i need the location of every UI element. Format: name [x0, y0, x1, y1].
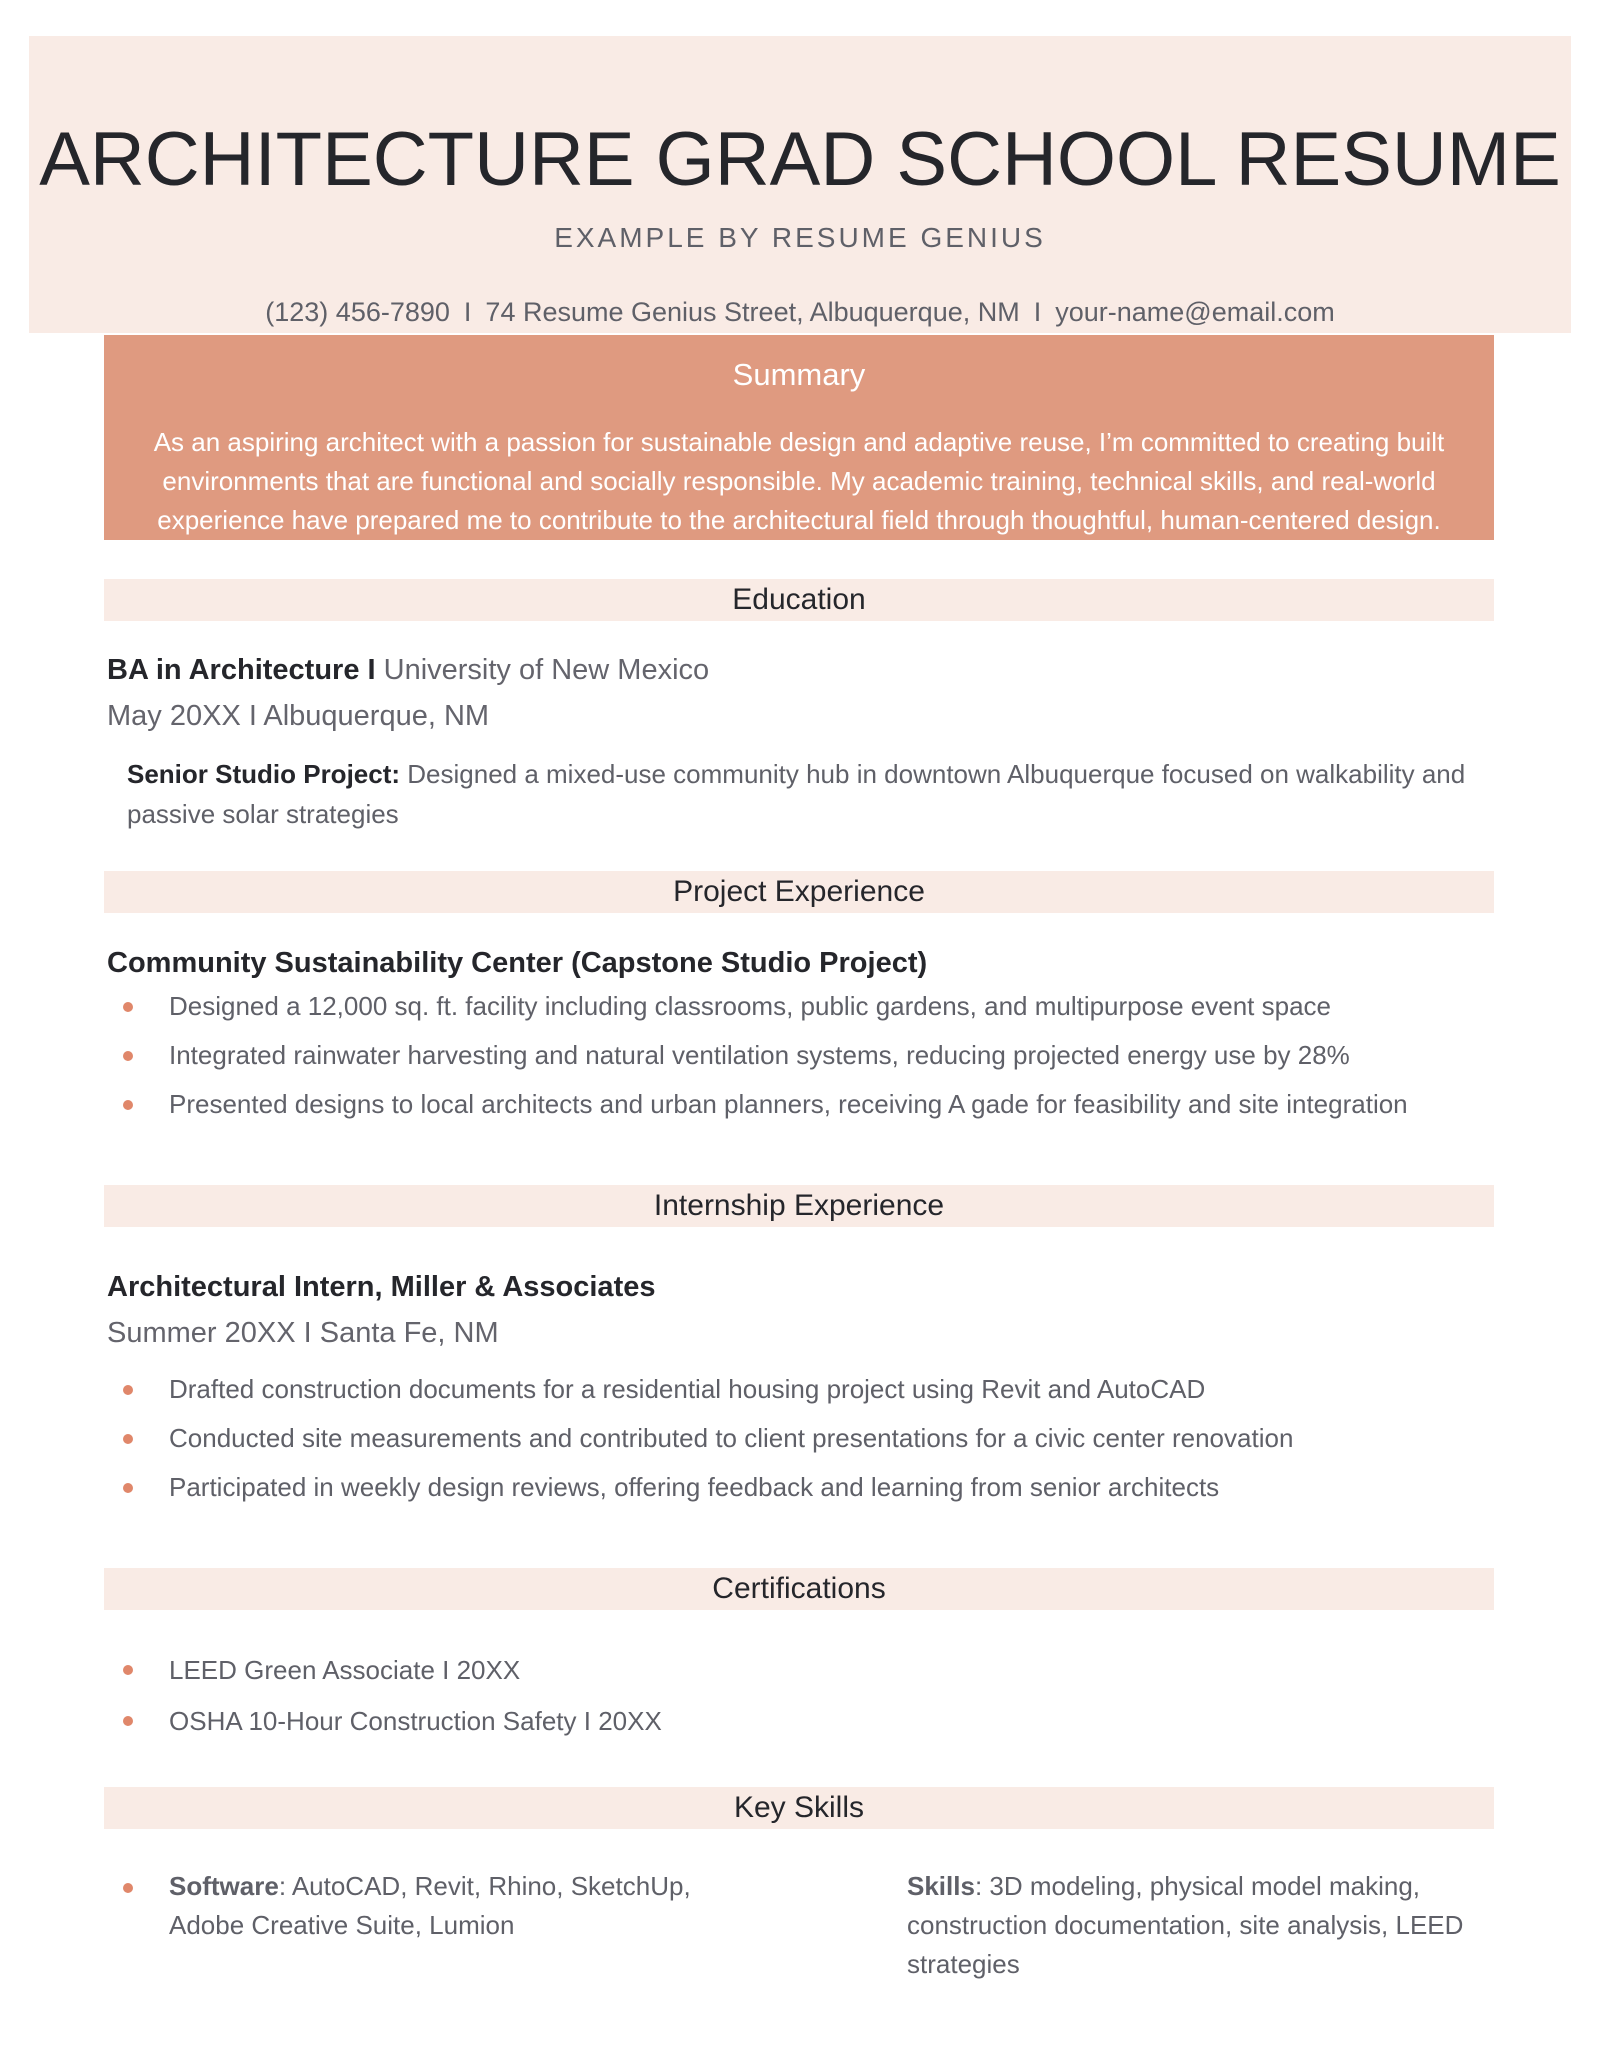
project-bullet-list — [104, 982, 1504, 1129]
skills-software-text: : AutoCAD, Revit, Rhino, SketchUp, Adobe Creative Suite, Lumion — [169, 1871, 691, 1940]
bullet-dot-icon — [123, 1434, 133, 1444]
bullet-dot-icon — [123, 1385, 133, 1395]
list-item: Participated in weekly design reviews, offering feedback and learning from senior architects — [104, 1463, 1504, 1512]
project-title: Community Sustainability Center (Capstone Studio Project) — [107, 947, 928, 979]
certifications-list — [104, 1645, 1504, 1747]
bullet-dot-icon — [123, 1002, 133, 1012]
education-degree-line — [107, 650, 709, 690]
summary-text: As an aspiring architect with a passion for sustainable design and adaptive reuse, I’m committed to creating built environments that are functional and socially responsible. My academic training, technical skills, and real-world experience have prepared me to contribute to the architectural field through thoughtful, human-centered design. — [153, 427, 1445, 535]
summary-heading: Summary — [732, 357, 866, 392]
bullet-dot-icon — [123, 1051, 133, 1061]
skills-general-text: : 3D modeling, physical model making, construction documentation, site analysis, LEED strategies — [907, 1871, 1464, 1979]
list-item: Presented designs to local architects and urban planners, receiving A gade for feasibility and site integration — [104, 1080, 1504, 1129]
skills-general — [907, 1867, 1507, 1984]
contact-email[interactable]: your-name@email.com — [1055, 297, 1335, 327]
contact-separator: I — [1033, 297, 1042, 327]
projects-heading: Project Experience — [104, 871, 1494, 913]
list-item: Integrated rainwater harvesting and natural ventilation systems, reducing projected energy use by 28% — [104, 1031, 1504, 1080]
list-item: OSHA 10-Hour Construction Safety I 20XX — [104, 1696, 1504, 1747]
contact-line — [29, 297, 1571, 328]
resume-header — [29, 36, 1571, 333]
list-item: Designed a 12,000 sq. ft. facility including classrooms, public gardens, and multipurpose event space — [104, 982, 1504, 1031]
contact-address: 74 Resume Genius Street, Albuquerque, NM — [485, 297, 1020, 327]
education-degree: BA in Architecture I — [107, 654, 376, 686]
education-project — [127, 754, 1487, 834]
bullet-dot-icon — [123, 1716, 133, 1726]
list-item: Conducted site measurements and contributed to client presentations for a civic center renovation — [104, 1414, 1504, 1463]
education-project-text: Designed a mixed-use community hub in downtown Albuquerque focused on walkability and passive solar strategies — [127, 759, 1466, 829]
education-heading: Education — [104, 579, 1494, 621]
contact-phone: (123) 456-7890 — [265, 297, 450, 327]
internship-heading: Internship Experience — [104, 1185, 1494, 1227]
list-item: LEED Green Associate I 20XX — [104, 1645, 1504, 1696]
summary-section — [104, 335, 1494, 540]
internship-date-location: Summer 20XX I Santa Fe, NM — [107, 1317, 499, 1349]
education-date-location: May 20XX I Albuquerque, NM — [107, 700, 490, 732]
resume-title: ARCHITECTURE GRAD SCHOOL RESUME — [39, 117, 1561, 202]
bullet-dot-icon — [123, 1483, 133, 1493]
internship-title: Architectural Intern, Miller & Associates — [107, 1271, 656, 1303]
list-item: Drafted construction documents for a residential housing project using Revit and AutoCAD — [104, 1365, 1504, 1414]
contact-separator: I — [463, 297, 472, 327]
bullet-dot-icon — [123, 1883, 133, 1893]
education-project-label: Senior Studio Project: — [127, 759, 401, 789]
skills-software-label: Software — [169, 1871, 279, 1901]
bullet-dot-icon — [123, 1100, 133, 1110]
skills-heading: Key Skills — [104, 1787, 1494, 1829]
skills-general-label: Skills — [907, 1871, 975, 1901]
internship-bullet-list — [104, 1365, 1504, 1512]
resume-subtitle: EXAMPLE BY RESUME GENIUS — [554, 222, 1046, 253]
education-school: University of New Mexico — [383, 654, 710, 686]
skills-software — [169, 1867, 769, 1945]
certifications-heading: Certifications — [104, 1568, 1494, 1610]
bullet-dot-icon — [123, 1665, 133, 1675]
